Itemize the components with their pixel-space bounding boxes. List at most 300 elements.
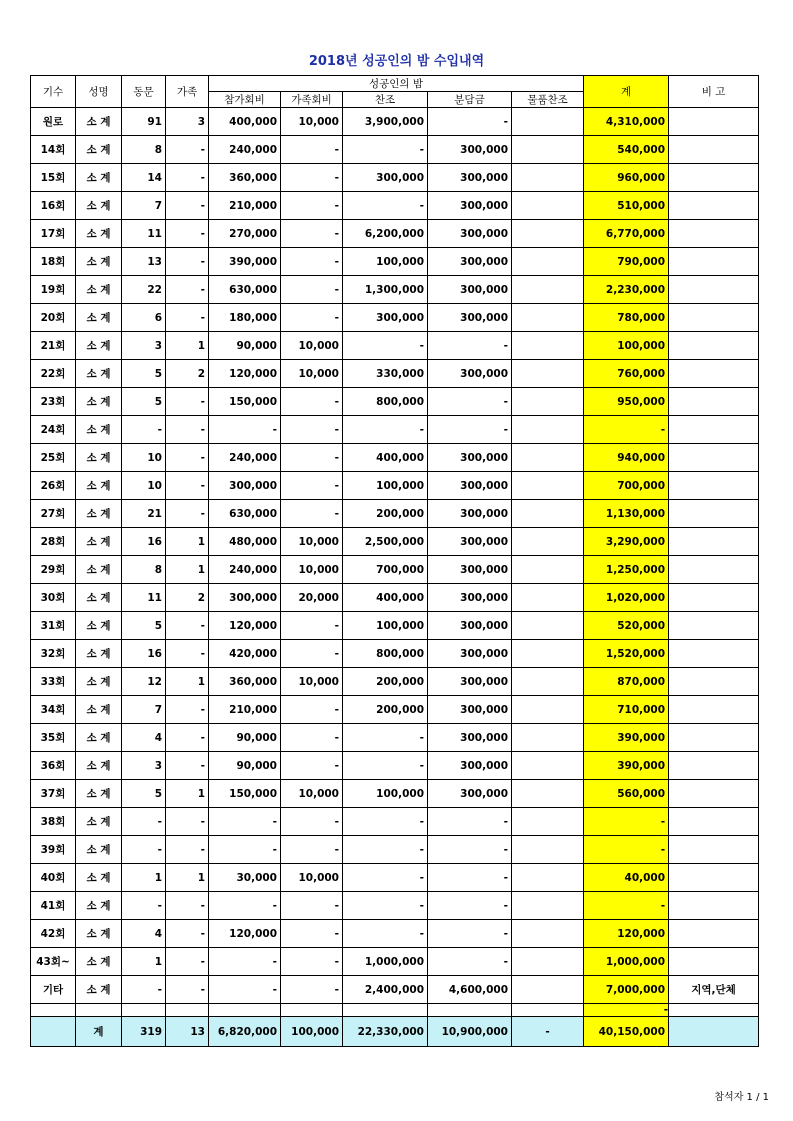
row-remark (669, 220, 759, 248)
row-gisu: 32회 (31, 640, 76, 668)
row-sponsor: 2,400,000 (343, 976, 428, 1004)
row-family: 1 (166, 668, 209, 696)
row-share: 300,000 (428, 192, 512, 220)
table-row (31, 668, 759, 696)
row-share: - (428, 948, 512, 976)
row-share: 300,000 (428, 752, 512, 780)
row-fee: 390,000 (209, 248, 281, 276)
row-name: 소 계 (76, 696, 122, 724)
row-remark (669, 864, 759, 892)
row-sponsor: 100,000 (343, 472, 428, 500)
row-family: - (166, 388, 209, 416)
row-sponsor: 2,500,000 (343, 528, 428, 556)
row-gisu: 37회 (31, 780, 76, 808)
row-name: 소 계 (76, 444, 122, 472)
row-dongmun: 16 (122, 640, 166, 668)
row-name: 소 계 (76, 780, 122, 808)
row-name: 소 계 (76, 948, 122, 976)
row-dongmun: 3 (122, 332, 166, 360)
row-family-fee: 20,000 (281, 584, 343, 612)
row-name: 소 계 (76, 640, 122, 668)
row-sponsor: 200,000 (343, 696, 428, 724)
row-dongmun: 91 (122, 108, 166, 136)
row-goods (512, 556, 584, 584)
row-family: - (166, 696, 209, 724)
table-row (31, 808, 759, 836)
row-family: 2 (166, 584, 209, 612)
row-share: - (428, 920, 512, 948)
row-gisu: 18회 (31, 248, 76, 276)
row-total: 510,000 (584, 192, 669, 220)
row-remark (669, 920, 759, 948)
row-gisu: 35회 (31, 724, 76, 752)
row-family: - (166, 892, 209, 920)
row-goods (512, 808, 584, 836)
row-fee: - (209, 976, 281, 1004)
row-family: 1 (166, 556, 209, 584)
row-name: 소 계 (76, 500, 122, 528)
row-share: - (428, 332, 512, 360)
row-dongmun: 8 (122, 556, 166, 584)
row-share: 300,000 (428, 360, 512, 388)
row-goods (512, 696, 584, 724)
row-family-fee: 10,000 (281, 360, 343, 388)
row-gisu: 36회 (31, 752, 76, 780)
row-name: 소 계 (76, 220, 122, 248)
row-share: - (428, 108, 512, 136)
row-sponsor: - (343, 136, 428, 164)
row-remark (669, 444, 759, 472)
row-sponsor: 700,000 (343, 556, 428, 584)
row-family: - (166, 836, 209, 864)
row-name: 소 계 (76, 920, 122, 948)
row-family: 1 (166, 780, 209, 808)
row-gisu: 20회 (31, 304, 76, 332)
row-goods (512, 500, 584, 528)
row-name: 소 계 (76, 836, 122, 864)
table-row (31, 332, 759, 360)
header-group: 성공인의 밤 (209, 76, 584, 92)
row-gisu: 15회 (31, 164, 76, 192)
row-family: 1 (166, 864, 209, 892)
row-family-fee: - (281, 976, 343, 1004)
table-row (31, 220, 759, 248)
row-fee: 270,000 (209, 220, 281, 248)
row-gisu: 41회 (31, 892, 76, 920)
row-dongmun: 14 (122, 164, 166, 192)
row-dongmun: 8 (122, 136, 166, 164)
page-title: 2018년 성공인의 밤 수입내역 (308, 54, 485, 69)
table-row (31, 388, 759, 416)
header-fee: 참가회비 (209, 92, 281, 108)
row-goods (512, 584, 584, 612)
row-fee: 630,000 (209, 276, 281, 304)
row-goods (512, 388, 584, 416)
row-family-fee: 10,000 (281, 332, 343, 360)
row-total: 4,310,000 (584, 108, 669, 136)
row-name: 소 계 (76, 864, 122, 892)
row-fee: 90,000 (209, 332, 281, 360)
total-remark (669, 1017, 759, 1047)
row-remark (669, 416, 759, 444)
row-remark (669, 724, 759, 752)
row-share: 300,000 (428, 136, 512, 164)
total-sum: 40,150,000 (584, 1017, 669, 1047)
row-family-fee: - (281, 416, 343, 444)
header-name: 성명 (76, 76, 122, 108)
row-share: 300,000 (428, 724, 512, 752)
table-row (31, 276, 759, 304)
row-dongmun: 5 (122, 780, 166, 808)
row-dongmun: 4 (122, 724, 166, 752)
row-gisu: 17회 (31, 220, 76, 248)
row-fee: 300,000 (209, 584, 281, 612)
row-family-fee: - (281, 276, 343, 304)
row-share: 300,000 (428, 500, 512, 528)
row-family-fee: - (281, 304, 343, 332)
row-sponsor: - (343, 864, 428, 892)
row-goods (512, 864, 584, 892)
row-family-fee: - (281, 136, 343, 164)
row-dongmun: 22 (122, 276, 166, 304)
row-fee: 210,000 (209, 192, 281, 220)
row-share: 300,000 (428, 220, 512, 248)
row-total: 870,000 (584, 668, 669, 696)
row-share: - (428, 416, 512, 444)
table-row (31, 556, 759, 584)
row-fee: 120,000 (209, 920, 281, 948)
row-family-fee: 10,000 (281, 528, 343, 556)
row-share: - (428, 808, 512, 836)
table-row (31, 248, 759, 276)
row-sponsor: 100,000 (343, 780, 428, 808)
row-name: 소 계 (76, 164, 122, 192)
total-dongmun: 319 (122, 1017, 166, 1047)
row-sponsor: 200,000 (343, 500, 428, 528)
row-name: 소 계 (76, 108, 122, 136)
row-name: 소 계 (76, 668, 122, 696)
row-gisu: 28회 (31, 528, 76, 556)
row-fee: 30,000 (209, 864, 281, 892)
row-name: 소 계 (76, 556, 122, 584)
row-sponsor: - (343, 332, 428, 360)
table-body (31, 108, 759, 1004)
header-family-fee: 가족회비 (281, 92, 343, 108)
table-row (31, 136, 759, 164)
row-goods (512, 976, 584, 1004)
row-family-fee: - (281, 220, 343, 248)
row-goods (512, 948, 584, 976)
row-total: 780,000 (584, 304, 669, 332)
table-row (31, 304, 759, 332)
row-dongmun: 5 (122, 360, 166, 388)
row-gisu: 19회 (31, 276, 76, 304)
row-family: - (166, 640, 209, 668)
row-family: - (166, 164, 209, 192)
row-family-fee: - (281, 612, 343, 640)
header-goods: 물품찬조 (512, 92, 584, 108)
total-family: 13 (166, 1017, 209, 1047)
row-name: 소 계 (76, 360, 122, 388)
row-goods (512, 528, 584, 556)
row-family-fee: - (281, 388, 343, 416)
total-fee: 6,820,000 (209, 1017, 281, 1047)
row-gisu: 14회 (31, 136, 76, 164)
row-goods (512, 360, 584, 388)
row-sponsor: 400,000 (343, 444, 428, 472)
row-family: - (166, 724, 209, 752)
row-share: 300,000 (428, 276, 512, 304)
row-total: 1,250,000 (584, 556, 669, 584)
row-sponsor: - (343, 752, 428, 780)
row-gisu: 42회 (31, 920, 76, 948)
table-row (31, 892, 759, 920)
row-family-fee: - (281, 444, 343, 472)
row-fee: 90,000 (209, 724, 281, 752)
row-fee: 150,000 (209, 780, 281, 808)
row-dongmun: 1 (122, 948, 166, 976)
total-gisu (31, 1017, 76, 1047)
row-fee: 240,000 (209, 444, 281, 472)
row-dongmun: 16 (122, 528, 166, 556)
row-name: 소 계 (76, 808, 122, 836)
row-family-fee: - (281, 808, 343, 836)
row-sponsor: 3,900,000 (343, 108, 428, 136)
row-total: 390,000 (584, 724, 669, 752)
row-share: 300,000 (428, 780, 512, 808)
table-row (31, 836, 759, 864)
row-fee: 630,000 (209, 500, 281, 528)
row-family-fee: - (281, 640, 343, 668)
row-family: - (166, 920, 209, 948)
row-sponsor: 100,000 (343, 248, 428, 276)
row-sponsor: - (343, 836, 428, 864)
row-goods (512, 724, 584, 752)
row-remark (669, 360, 759, 388)
row-remark (669, 248, 759, 276)
row-family-fee: - (281, 752, 343, 780)
row-gisu: 기타 (31, 976, 76, 1004)
row-family: - (166, 304, 209, 332)
row-dongmun: 7 (122, 192, 166, 220)
row-family-fee: 10,000 (281, 556, 343, 584)
row-family-fee: - (281, 836, 343, 864)
row-family: - (166, 248, 209, 276)
row-share: 300,000 (428, 696, 512, 724)
row-dongmun: 10 (122, 472, 166, 500)
row-gisu: 40회 (31, 864, 76, 892)
table-row (31, 752, 759, 780)
row-total: 560,000 (584, 780, 669, 808)
row-share: 300,000 (428, 640, 512, 668)
row-family-fee: - (281, 696, 343, 724)
table-row (31, 920, 759, 948)
row-remark (669, 332, 759, 360)
row-fee: 480,000 (209, 528, 281, 556)
row-remark (669, 836, 759, 864)
row-remark (669, 108, 759, 136)
header-share: 분담금 (428, 92, 512, 108)
row-remark (669, 668, 759, 696)
row-remark (669, 556, 759, 584)
row-gisu: 23회 (31, 388, 76, 416)
row-total: 40,000 (584, 864, 669, 892)
row-dongmun: - (122, 892, 166, 920)
row-total: 120,000 (584, 920, 669, 948)
row-remark (669, 500, 759, 528)
row-total: 6,770,000 (584, 220, 669, 248)
row-share: 300,000 (428, 248, 512, 276)
row-total: 760,000 (584, 360, 669, 388)
row-goods (512, 108, 584, 136)
row-gisu: 29회 (31, 556, 76, 584)
row-remark (669, 472, 759, 500)
row-dongmun: - (122, 416, 166, 444)
spacer-total-cell: - (584, 1004, 669, 1017)
row-gisu: 원로 (31, 108, 76, 136)
row-remark (669, 136, 759, 164)
row-sponsor: - (343, 808, 428, 836)
row-total: - (584, 808, 669, 836)
row-family: - (166, 444, 209, 472)
row-share: 300,000 (428, 556, 512, 584)
row-sponsor: - (343, 416, 428, 444)
row-fee: 300,000 (209, 472, 281, 500)
row-family-fee: - (281, 192, 343, 220)
row-remark (669, 752, 759, 780)
row-family: - (166, 612, 209, 640)
row-dongmun: 5 (122, 388, 166, 416)
row-family-fee: - (281, 948, 343, 976)
row-gisu: 38회 (31, 808, 76, 836)
row-dongmun: 21 (122, 500, 166, 528)
row-remark: 지역,단체 (669, 976, 759, 1004)
row-dongmun: 3 (122, 752, 166, 780)
row-family-fee: - (281, 920, 343, 948)
row-dongmun: - (122, 976, 166, 1004)
row-remark (669, 808, 759, 836)
row-sponsor: 300,000 (343, 164, 428, 192)
income-table (30, 75, 759, 1047)
total-family-fee: 100,000 (281, 1017, 343, 1047)
row-family: - (166, 192, 209, 220)
row-dongmun: 11 (122, 584, 166, 612)
row-goods (512, 892, 584, 920)
row-total: 520,000 (584, 612, 669, 640)
row-family: - (166, 948, 209, 976)
table-row (31, 444, 759, 472)
row-fee: 420,000 (209, 640, 281, 668)
row-total: 950,000 (584, 388, 669, 416)
row-share: - (428, 892, 512, 920)
row-family: 3 (166, 108, 209, 136)
row-remark (669, 640, 759, 668)
row-gisu: 34회 (31, 696, 76, 724)
row-fee: 360,000 (209, 668, 281, 696)
row-goods (512, 136, 584, 164)
row-share: 300,000 (428, 584, 512, 612)
table-row (31, 780, 759, 808)
row-name: 소 계 (76, 276, 122, 304)
row-total: 100,000 (584, 332, 669, 360)
row-share: 300,000 (428, 668, 512, 696)
row-dongmun: - (122, 808, 166, 836)
row-fee: 120,000 (209, 612, 281, 640)
row-share: 300,000 (428, 528, 512, 556)
row-fee: 180,000 (209, 304, 281, 332)
row-gisu: 22회 (31, 360, 76, 388)
row-family-fee: - (281, 164, 343, 192)
row-share: 300,000 (428, 612, 512, 640)
table-row (31, 108, 759, 136)
row-name: 소 계 (76, 528, 122, 556)
row-family-fee: 10,000 (281, 108, 343, 136)
row-gisu: 33회 (31, 668, 76, 696)
row-goods (512, 612, 584, 640)
row-sponsor: - (343, 724, 428, 752)
row-dongmun: 6 (122, 304, 166, 332)
row-remark (669, 892, 759, 920)
row-total: 7,000,000 (584, 976, 669, 1004)
row-sponsor: 6,200,000 (343, 220, 428, 248)
row-family: - (166, 276, 209, 304)
row-share: 300,000 (428, 304, 512, 332)
row-goods (512, 472, 584, 500)
row-dongmun: 1 (122, 864, 166, 892)
table-row (31, 416, 759, 444)
row-sponsor: 800,000 (343, 388, 428, 416)
row-family: - (166, 500, 209, 528)
row-gisu: 21회 (31, 332, 76, 360)
row-sponsor: 330,000 (343, 360, 428, 388)
row-gisu: 43회~ (31, 948, 76, 976)
row-gisu: 39회 (31, 836, 76, 864)
row-family: - (166, 416, 209, 444)
row-fee: 90,000 (209, 752, 281, 780)
row-family-fee: 10,000 (281, 864, 343, 892)
row-remark (669, 948, 759, 976)
row-gisu: 27회 (31, 500, 76, 528)
row-family: - (166, 808, 209, 836)
row-total: 960,000 (584, 164, 669, 192)
row-total: 390,000 (584, 752, 669, 780)
row-goods (512, 836, 584, 864)
row-family: - (166, 220, 209, 248)
total-label: 계 (76, 1017, 122, 1047)
row-goods (512, 220, 584, 248)
row-family: - (166, 976, 209, 1004)
row-goods (512, 304, 584, 332)
row-share: 4,600,000 (428, 976, 512, 1004)
table-row (31, 724, 759, 752)
row-total: 2,230,000 (584, 276, 669, 304)
row-share: 300,000 (428, 472, 512, 500)
row-total: 1,020,000 (584, 584, 669, 612)
row-sponsor: 300,000 (343, 304, 428, 332)
row-goods (512, 276, 584, 304)
row-family: - (166, 752, 209, 780)
row-goods (512, 640, 584, 668)
row-dongmun: 13 (122, 248, 166, 276)
row-sponsor: 100,000 (343, 612, 428, 640)
row-family: 2 (166, 360, 209, 388)
row-share: 300,000 (428, 444, 512, 472)
table-row (31, 640, 759, 668)
row-total: 710,000 (584, 696, 669, 724)
row-family-fee: - (281, 500, 343, 528)
row-name: 소 계 (76, 752, 122, 780)
row-name: 소 계 (76, 388, 122, 416)
